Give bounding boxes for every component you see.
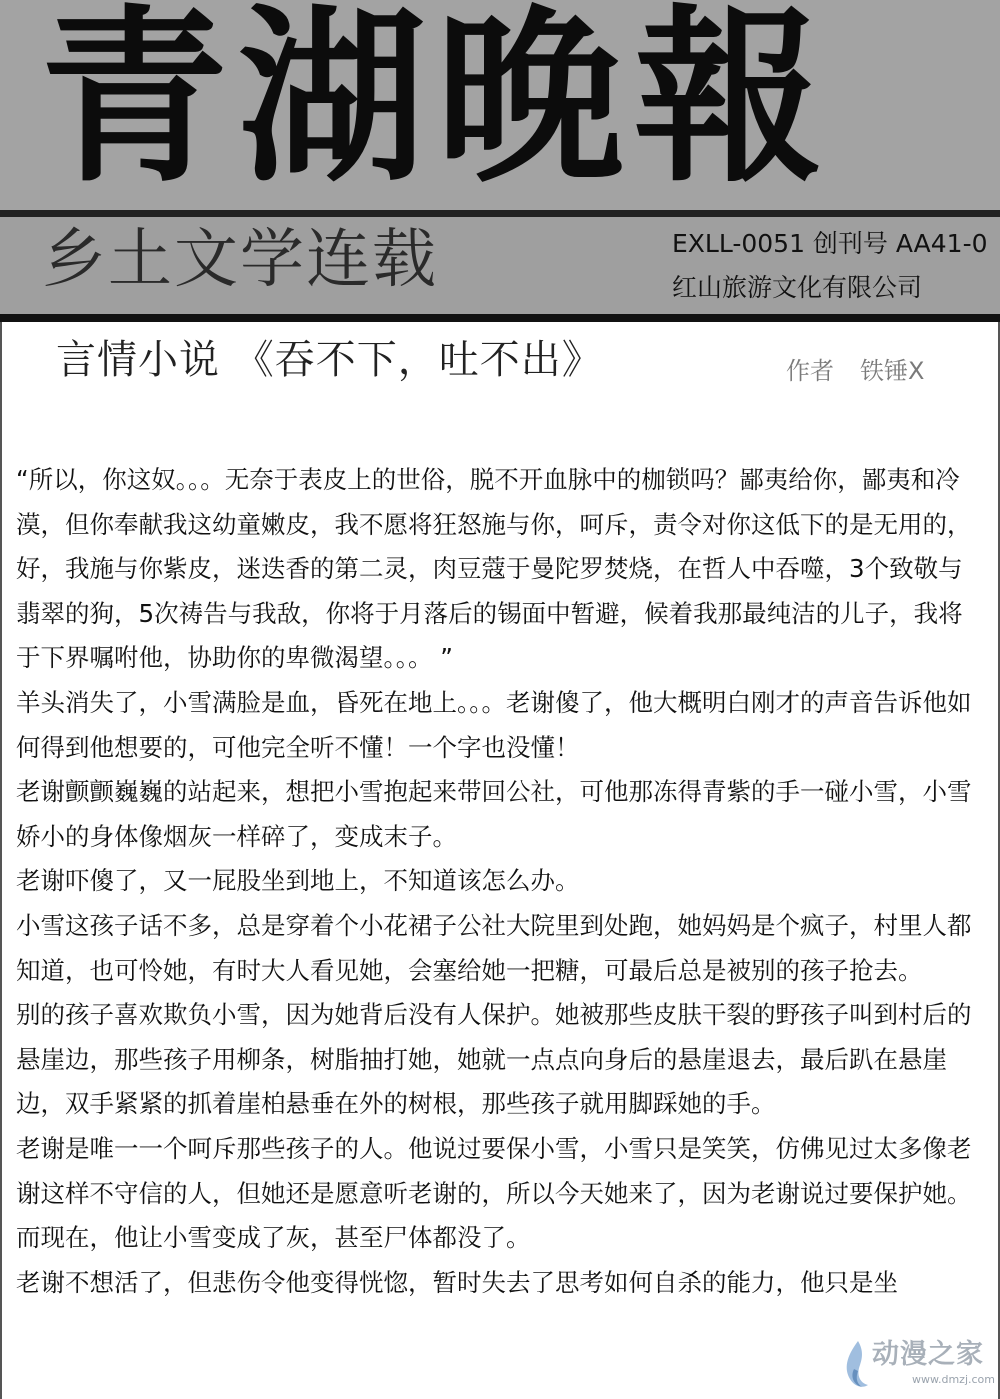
issue-code: EXLL-0051 创刊号 AA41-0: [672, 229, 988, 258]
paragraph: 老谢不想活了，但悲伤令他变得恍惚，暂时失去了思考如何自杀的能力，他只是坐: [16, 1267, 898, 1297]
watermark: [842, 1335, 995, 1395]
byline: [786, 356, 924, 386]
story-title: 言情小说 《吞不下，吐不出》: [56, 337, 603, 383]
watermark-text: 动漫之家: [872, 1339, 984, 1370]
watermark-url: www.dmzj.com: [912, 1373, 995, 1386]
publisher-name: 红山旅游文化有限公司: [672, 273, 923, 302]
flame-logo-icon: [842, 1339, 872, 1393]
paragraph: “所以，你这奴。。。无奈于表皮上的世俗，脱不开血脉中的枷锁吗？鄙夷给你，鄙夷和冷漠，但你奉献我这幼童嫩皮，我不愿将狂怒施与你，呵斥，责令对你这低下的是无用的，好，我施与你紫皮，迷迭香的第二灵，肉豆蔻于曼陀罗焚烧，在哲人中吞噬，3个致敬与翡翠的狗，5次祷告与我敌，你将于月落后的锡面中暂避，候着我那最纯洁的儿子，我将于下界嘱咐他，协助你的卑微渴望。。。 ”: [16, 465, 972, 673]
newspaper-title: 青湖晚報: [40, 0, 832, 204]
masthead-rule: [0, 210, 1000, 217]
paragraph: 别的孩子喜欢欺负小雪，因为她背后没有人保护。她被那些皮肤干裂的野孩子叫到村后的悬崖边，那些孩子用柳条，树脂抽打她，她就一点点向身后的悬崖退去，最后趴在悬崖边，双手紧紧的抓着崖柏悬垂在外的树根，那些孩子就用脚踩她的手。: [16, 1000, 972, 1119]
author-name: 铁锤X: [860, 357, 925, 385]
paragraph: 老谢是唯一一个呵斥那些孩子的人。他说过要保小雪，小雪只是笑笑，仿佛见过太多像老谢这样不守信的人，但她还是愿意听老谢的，所以今天她来了，因为老谢说过要保护她。: [16, 1133, 972, 1208]
section-name: 乡土文学连载: [42, 223, 438, 297]
paragraph: 羊头消失了，小雪满脸是血，昏死在地上。。。老谢傻了，他大概明白刚才的声音告诉他如何得到他想要的，可他完全听不懂！一个字也没懂！: [16, 687, 972, 762]
paragraph: 小雪这孩子话不多，总是穿着个小花裙子公社大院里到处跑，她妈妈是个疯子，村里人都知道，也可怜她，有时大人看见她，会塞给她一把糖，可最后总是被别的孩子抢去。: [16, 910, 972, 985]
author-label: 作者: [786, 357, 834, 385]
paragraph: 老谢吓傻了，又一屁股坐到地上，不知道该怎么办。: [16, 866, 580, 896]
paragraph: 而现在，他让小雪变成了灰，甚至尸体都没了。: [16, 1223, 531, 1253]
masthead-bottom-rule: [0, 314, 1000, 322]
paragraph: 老谢颤颤巍巍的站起来，想把小雪抱起来带回公社，可他那冻得青紫的手一碰小雪，小雪娇小的身体像烟灰一样碎了，变成末子。: [16, 777, 972, 851]
article-body: [16, 458, 986, 1305]
page-border-left: [0, 322, 2, 1399]
